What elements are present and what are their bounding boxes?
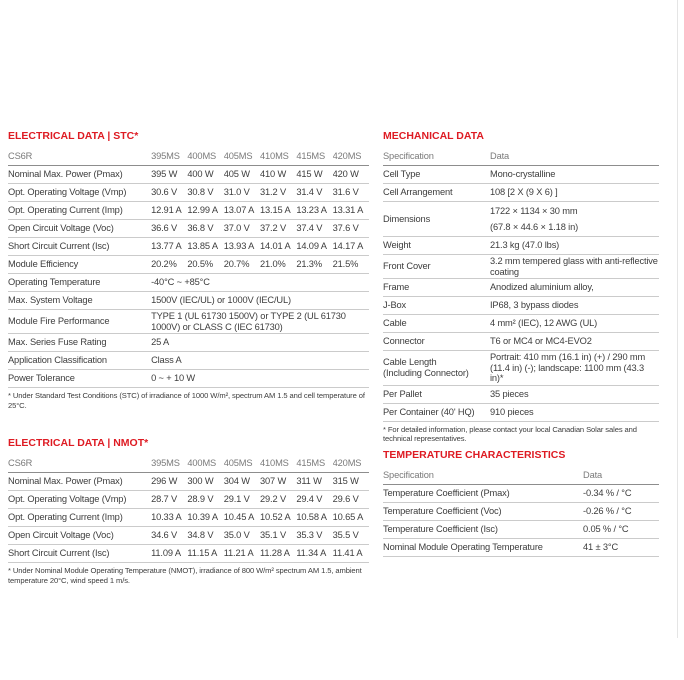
section-mechanical-data [383,130,659,444]
row-label: Front Cover [383,255,490,279]
row-value: 34.6 V [151,527,187,545]
table-row [383,385,659,403]
row-value: 36.8 V [187,220,223,238]
row-value: 29.6 V [333,491,369,509]
row-value: 13.15 A [260,202,296,220]
table-row [383,184,659,202]
row-value: 31.2 V [260,184,296,202]
row-value: 21.3 kg (47.0 lbs) [490,237,659,255]
cell-line: (67.8 × 44.6 × 1.18 in) [490,222,579,232]
row-value: 31.0 V [224,184,260,202]
row-value: 36.6 V [151,220,187,238]
section-title: ELECTRICAL DATA | STC* [8,130,139,142]
row-value: 28.9 V [187,491,223,509]
table-row [383,521,659,539]
table-body [8,166,369,388]
row-value: 41 ± 3°C [583,539,659,557]
row-label: Opt. Operating Current (Imp) [8,509,151,527]
cell-line: (Including Connector) [383,367,469,378]
row-value: 315 W [333,473,369,491]
table-row [8,509,369,527]
section-title: MECHANICAL DATA [383,130,484,142]
row-value [490,202,659,237]
row-value: 10.39 A [187,509,223,527]
table-row [383,297,659,315]
table-row [8,310,369,334]
nmot-footnote: * Under Nominal Module Operating Temperature (NMOT), irradiance of 800 W/m² spectrum AM 1.5, ambient temperature 20°C, wind speed 1 m/s. [8,566,362,585]
table-row [383,403,659,421]
model-column-header: 420MS [333,455,369,473]
section-title: ELECTRICAL DATA | NMOT* [8,437,149,449]
row-label [383,351,490,386]
row-value: 28.7 V [151,491,187,509]
row-label: Temperature Coefficient (Voc) [383,503,583,521]
data-column-header: Data [490,148,659,166]
table-row [8,527,369,545]
table-body [383,485,659,557]
table-head [8,455,369,473]
row-value: 108 [2 X (9 X 6) ] [490,184,659,202]
row-value: 13.85 A [187,238,223,256]
row-value: 0 ~ + 10 W [151,370,369,388]
row-value: Anodized aluminium alloy, [490,279,659,297]
table-row [383,333,659,351]
model-column-header: 410MS [260,148,296,166]
table-row [383,166,659,184]
table-row [8,274,369,292]
mech-footnote: * For detailed information, please contact your local Canadian Solar sales and technical representatives. [383,424,637,444]
row-value: 30.6 V [151,184,187,202]
table-row [8,292,369,310]
row-value: 0.05 % / °C [583,521,659,539]
row-value: 11.15 A [187,545,223,563]
row-value: 21.3% [296,256,332,274]
row-label: Nominal Module Operating Temperature [383,539,583,557]
model-column-header: 400MS [187,148,223,166]
row-value: 35.0 V [224,527,260,545]
row-value: 34.8 V [187,527,223,545]
table-row [383,539,659,557]
row-value: 10.58 A [296,509,332,527]
header-row [383,467,659,485]
row-value: 37.4 V [296,220,332,238]
model-column-header: 405MS [224,148,260,166]
page-edge-divider [677,0,678,638]
section-electrical-data-stc [8,130,369,410]
table-head [383,148,659,166]
row-value: 307 W [260,473,296,491]
model-series-header: CS6R [8,455,151,473]
model-column-header: 395MS [151,455,187,473]
table-row [383,279,659,297]
row-label: Cable [383,315,490,333]
row-value: 10.65 A [333,509,369,527]
row-value: 4 mm² (IEC), 12 AWG (UL) [490,315,659,333]
table-row [8,473,369,491]
row-value: 296 W [151,473,187,491]
cell-line: 1722 × 1134 × 30 mm [490,206,578,216]
row-label: Frame [383,279,490,297]
table-head [8,148,369,166]
row-value: -40°C ~ +85°C [151,274,369,292]
header-row [8,455,369,473]
row-value: 37.6 V [333,220,369,238]
table-body [8,473,369,563]
row-label: Nominal Max. Power (Pmax) [8,473,151,491]
table-row [8,491,369,509]
row-value: 29.1 V [224,491,260,509]
row-value: 10.33 A [151,509,187,527]
model-column-header: 410MS [260,455,296,473]
row-value: 304 W [224,473,260,491]
row-value: 20.2% [151,256,187,274]
row-label: Max. Series Fuse Rating [8,334,151,352]
cell-line: Cable Length [383,357,437,368]
row-value: 14.17 A [333,238,369,256]
row-label: Temperature Coefficient (Pmax) [383,485,583,503]
row-label: Max. System Voltage [8,292,151,310]
row-label: Open Circuit Voltage (Voc) [8,220,151,238]
row-value: 11.21 A [224,545,260,563]
table-row [8,166,369,184]
row-label: Opt. Operating Current (Imp) [8,202,151,220]
table-body [383,166,659,422]
row-value: 13.23 A [296,202,332,220]
row-value: 30.8 V [187,184,223,202]
table-row [383,255,659,279]
table-row [8,220,369,238]
row-label: Per Container (40' HQ) [383,403,490,421]
row-value: 35.1 V [260,527,296,545]
row-value: 1500V (IEC/UL) or 1000V (IEC/UL) [151,292,369,310]
row-label: Application Classification [8,352,151,370]
header-row [8,148,369,166]
row-value: Class A [151,352,369,370]
table-head [383,467,659,485]
table-row [8,334,369,352]
row-value: 13.77 A [151,238,187,256]
row-label: Temperature Coefficient (Isc) [383,521,583,539]
temperature-characteristics-table [383,467,659,557]
row-value: 25 A [151,334,369,352]
row-value: 35.3 V [296,527,332,545]
row-value: TYPE 1 (UL 61730 1500V) or TYPE 2 (UL 61730 1000V) or CLASS C (IEC 61730) [151,310,369,334]
row-value: 35.5 V [333,527,369,545]
row-value: 420 W [333,166,369,184]
row-value: 13.93 A [224,238,260,256]
table-row [383,315,659,333]
row-label: Cell Type [383,166,490,184]
table-row [8,256,369,274]
model-column-header: 405MS [224,455,260,473]
row-label: Nominal Max. Power (Pmax) [8,166,151,184]
spec-column-header: Specification [383,148,490,166]
table-row [8,184,369,202]
electrical-nmot-table [8,455,369,563]
electrical-stc-table [8,148,369,388]
row-label: Opt. Operating Voltage (Vmp) [8,491,151,509]
row-value: 12.99 A [187,202,223,220]
row-value: 400 W [187,166,223,184]
table-row [383,485,659,503]
row-value: -0.34 % / °C [583,485,659,503]
section-title: TEMPERATURE CHARACTERISTICS [383,449,566,461]
row-value: T6 or MC4 or MC4-EVO2 [490,333,659,351]
stc-footnote: * Under Standard Test Conditions (STC) of irradiance of 1000 W/m², spectrum AM 1.5 and cell temperature of 25°C. [8,391,365,410]
model-column-header: 400MS [187,455,223,473]
table-row [8,545,369,563]
row-label: Weight [383,237,490,255]
row-label: Per Pallet [383,385,490,403]
row-value: 910 pieces [490,403,659,421]
table-row [8,352,369,370]
row-value: 11.09 A [151,545,187,563]
row-label: Operating Temperature [8,274,151,292]
model-series-header: CS6R [8,148,151,166]
row-value: 13.07 A [224,202,260,220]
row-value: 10.52 A [260,509,296,527]
section-electrical-data-nmot [8,437,369,585]
model-column-header: 415MS [296,455,332,473]
row-value: 35 pieces [490,385,659,403]
section-temperature-characteristics [383,449,659,557]
row-label: Power Tolerance [8,370,151,388]
row-value: 20.7% [224,256,260,274]
row-label: J-Box [383,297,490,315]
table-row [383,351,659,386]
row-value: 29.2 V [260,491,296,509]
mechanical-data-table [383,148,659,422]
row-value: 31.4 V [296,184,332,202]
row-value: 13.31 A [333,202,369,220]
row-value: IP68, 3 bypass diodes [490,297,659,315]
row-value: 21.0% [260,256,296,274]
row-value: 20.5% [187,256,223,274]
row-value: 410 W [260,166,296,184]
row-value: 37.2 V [260,220,296,238]
row-label: Short Circuit Current (Isc) [8,545,151,563]
row-label: Opt. Operating Voltage (Vmp) [8,184,151,202]
model-column-header: 415MS [296,148,332,166]
row-value: 405 W [224,166,260,184]
row-label: Connector [383,333,490,351]
row-value: 415 W [296,166,332,184]
row-value: 31.6 V [333,184,369,202]
row-value: 10.45 A [224,509,260,527]
row-label: Short Circuit Current (Isc) [8,238,151,256]
row-value: 14.09 A [296,238,332,256]
row-value: 311 W [296,473,332,491]
row-value: 37.0 V [224,220,260,238]
data-column-header: Data [583,467,659,485]
row-label: Module Efficiency [8,256,151,274]
table-row [383,202,659,237]
row-value: 29.4 V [296,491,332,509]
row-label: Module Fire Performance [8,310,151,334]
row-label: Dimensions [383,202,490,237]
header-row [383,148,659,166]
row-value: 3.2 mm tempered glass with anti-reflective coating [490,256,658,277]
table-row [8,202,369,220]
table-row [383,237,659,255]
row-value: 395 W [151,166,187,184]
row-value: 300 W [187,473,223,491]
row-value: 12.91 A [151,202,187,220]
row-label: Cell Arrangement [383,184,490,202]
row-value: Mono-crystalline [490,166,659,184]
model-column-header: 395MS [151,148,187,166]
table-row [8,370,369,388]
row-value: 21.5% [333,256,369,274]
row-value: Portrait: 410 mm (16.1 in) (+) / 290 mm (11.4 in) (-); landscape: 1100 mm (43.3 in)* [490,351,659,386]
row-value: 11.28 A [260,545,296,563]
table-row [383,503,659,521]
row-value: 11.41 A [333,545,369,563]
row-value: 11.34 A [296,545,332,563]
row-value: -0.26 % / °C [583,503,659,521]
spec-column-header: Specification [383,467,583,485]
row-value: 14.01 A [260,238,296,256]
model-column-header: 420MS [333,148,369,166]
table-row [8,238,369,256]
row-label: Open Circuit Voltage (Voc) [8,527,151,545]
